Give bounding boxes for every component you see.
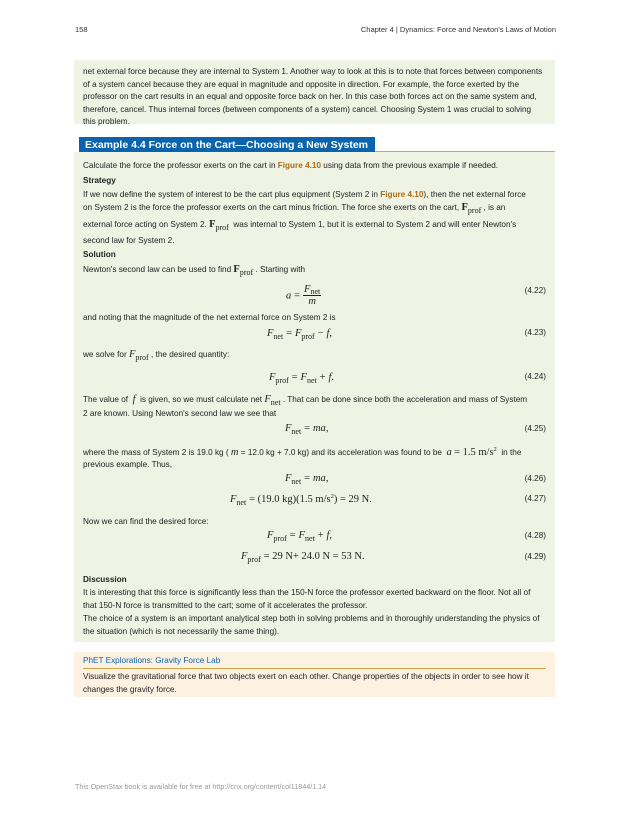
discussion-heading: Discussion xyxy=(83,575,127,584)
solution-line-2: and noting that the magnitude of the net external force on System 2 is xyxy=(83,313,336,322)
page-number: 158 xyxy=(75,25,88,34)
phet-box xyxy=(74,652,555,697)
equation-number-4-27: (4.27) xyxy=(524,494,546,503)
strategy-line-2: on System 2 is the force the professor exerts on the cart minus friction. The force she exerts on the cart, Fprof , is an xyxy=(83,202,506,215)
equation-4-24: $F_{prof} = F_{net} + f$. xyxy=(269,372,335,385)
equation-number-4-22: (4.22) xyxy=(524,286,546,295)
equation-4-25: $F_{net}$ = ma, xyxy=(285,423,329,436)
intro-paragraph: net external force because they are internal to System 1. Another way to look at this is to note that forces between components of a system cancel because they are equal in magnitude and opposite in direction. For example, the force exerted by the professor on the cart results in an equal and opposite force back on her. In this case both forces act on the same system and, therefore, cancel. Thus internal forces (between components of a system) cancel. Choosing System 1 was crucial to solving this problem. xyxy=(83,67,543,126)
page-footer: This OpenStax book is available for free at http://cnx.org/content/col11844/1.14 xyxy=(75,782,327,791)
phet-title-link[interactable]: PhET Explorations: Gravity Force Lab xyxy=(83,656,221,665)
strategy-heading: Strategy xyxy=(83,176,116,185)
equation-4-22: a = $\frac{\text{Fnet}}{m}$ xyxy=(286,284,321,307)
intro-box xyxy=(74,60,555,124)
example-title: Example 4.4 Force on the Cart—Choosing a New System xyxy=(79,137,375,153)
figure-link-2[interactable]: Figure 4.10 xyxy=(380,190,424,199)
equation-number-4-29: (4.29) xyxy=(524,552,546,561)
solution-line-5: 2 are known. Using Newton's second law we see that xyxy=(83,409,277,418)
discussion-paragraph-2: The choice of a system is an important analytical step both in solving problems and in thoroughly understanding the physics of the situation (which is not necessarily the same thing). xyxy=(83,614,540,636)
equation-number-4-26: (4.26) xyxy=(524,474,546,483)
example-box xyxy=(74,152,555,642)
equation-4-29: $F_{prof} = 29$ N+ 24.0 N = 53 N. xyxy=(241,551,365,564)
equation-4-27: $F_{net} = (19.0$ kg)(1.5 $m/s^2) = 29$ N. xyxy=(230,493,372,507)
equation-number-4-24: (4.24) xyxy=(524,372,546,381)
strategy-line-1: If we now define the system of interest to be the cart plus equipment (System 2 in Figure 4.10), then the net external force xyxy=(83,190,526,199)
solution-line-8: Now we can find the desired force: xyxy=(83,517,209,526)
equation-number-4-25: (4.25) xyxy=(524,424,546,433)
solution-line-7: previous example. Thus, xyxy=(83,460,173,469)
phet-title-rule xyxy=(83,668,546,669)
solution-line-6: where the mass of System 2 is 19.0 kg ( m = 12.0 kg + 7.0 kg) and its acceleration was found to be a = 1.5 $m/s^2$ in the xyxy=(83,446,522,458)
solution-line-1: Newton's second law can be used to find Fprof . Starting with xyxy=(83,264,306,277)
strategy-line-4: second law for System 2. xyxy=(83,236,175,245)
phet-description: Visualize the gravitational force that two objects exert on each other. Change properties of the objects in order to see how it changes the gravity force. xyxy=(83,672,529,694)
discussion-paragraph-1: It is interesting that this force is significantly less than the 150-N force the professor exerted backward on the floor. Not all of that 150-N force is transmitted to the cart; some of it accelerates the professor. xyxy=(83,588,531,610)
running-header: Chapter 4 | Dynamics: Force and Newton's Laws of Motion xyxy=(360,25,556,34)
equation-4-28: $F_{prof} = F_{net} + f$, xyxy=(267,530,333,543)
equation-4-26: $F_{net}$ = ma, xyxy=(285,473,329,486)
solution-line-4: The value of f is given, so we must calculate net Fnet . That can be done since both the acceleration and mass of System xyxy=(83,394,528,407)
solution-line-3: we solve for Fprof , the desired quantity: xyxy=(83,349,230,362)
strategy-line-3: external force acting on System 2. Fprof was internal to System 1, but it is external to System 2 and will enter Newton's xyxy=(83,219,517,232)
example-prompt: Calculate the force the professor exerts on the cart in Figure 4.10 using data from the previous example if needed. xyxy=(83,161,499,170)
equation-number-4-28: (4.28) xyxy=(524,531,546,540)
figure-link[interactable]: Figure 4.10 xyxy=(277,161,322,170)
equation-4-23: $F_{net} = F_{prof} - f$, xyxy=(267,328,333,341)
equation-number-4-23: (4.23) xyxy=(524,328,546,337)
solution-heading: Solution xyxy=(83,250,116,259)
